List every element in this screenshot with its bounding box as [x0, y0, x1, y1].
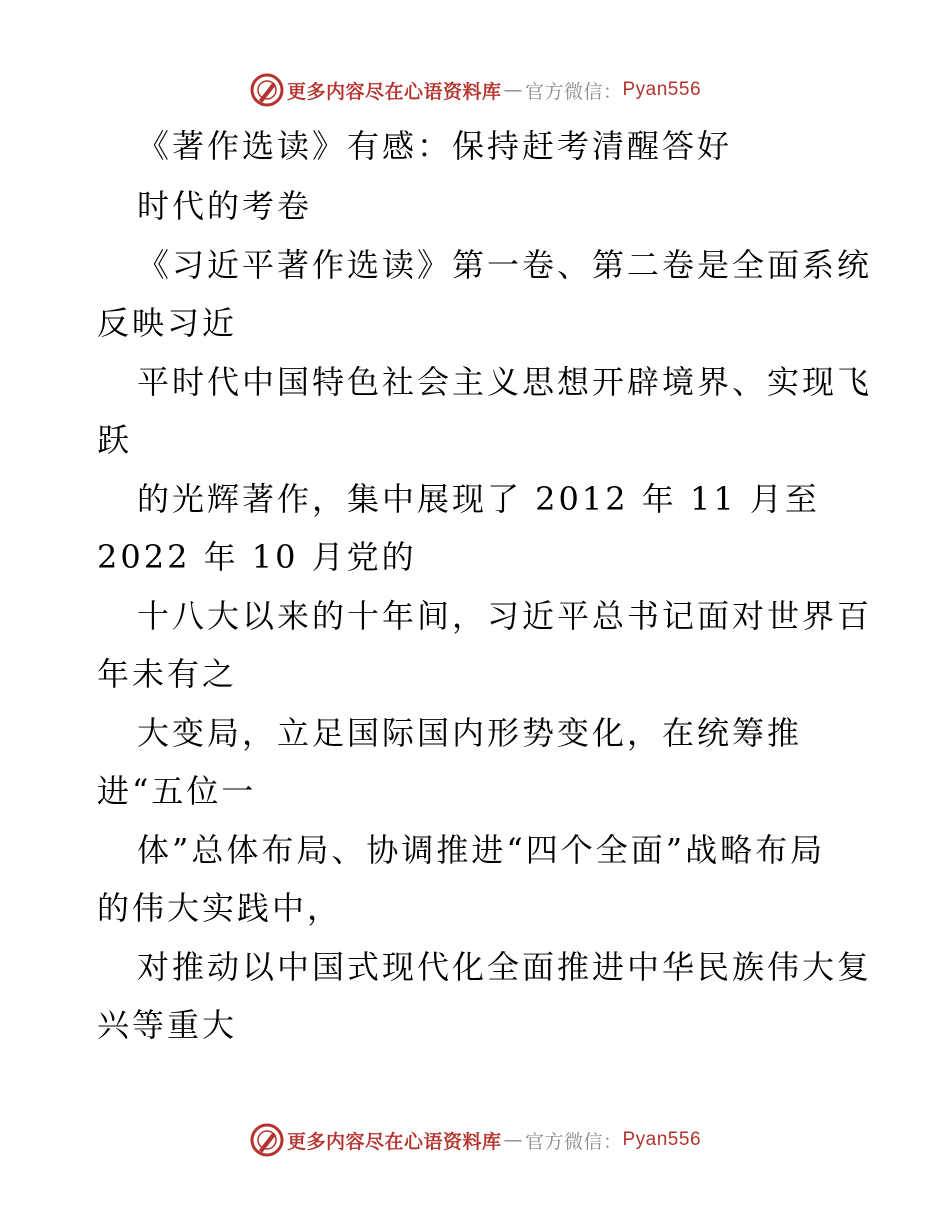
doc-line: 《著作选读》有感：保持赶考清醒答好	[137, 127, 733, 165]
doc-line: 的伟大实践中，	[97, 889, 343, 927]
watermark-id: Pyan556	[622, 79, 702, 100]
watermark-main-text: 更多内容尽在心语资料库	[286, 1130, 502, 1153]
doc-line: 平时代中国特色社会主义思想开辟境界、实现飞	[137, 363, 873, 401]
pen-circle-logo-icon	[249, 72, 285, 108]
watermark-label: 官方微信：	[524, 80, 623, 103]
doc-line: 2022 年 10 月党的	[97, 538, 417, 576]
doc-line: 十八大以来的十年间，习近平总书记面对世界百	[137, 597, 873, 635]
doc-line: 大变局，立足国际国内形势变化，在统筹推	[137, 714, 803, 752]
doc-line: 的光辉著作，集中展现了 2012 年 11 月至	[137, 480, 820, 518]
doc-line: 年未有之	[97, 655, 238, 693]
header-watermark	[0, 72, 950, 108]
doc-line: 《习近平著作选读》第一卷、第二卷是全面系统	[137, 246, 873, 284]
doc-line: 反映习近	[97, 304, 238, 342]
doc-line: 体”总体布局、协调推进“四个全面”战略布局	[137, 831, 826, 869]
watermark-separator: —	[503, 79, 523, 101]
watermark-label: 官方微信：	[524, 1130, 623, 1153]
watermark-separator: —	[503, 1129, 523, 1151]
doc-line: 兴等重大	[97, 1006, 238, 1044]
doc-line: 对推动以中国式现代化全面推进中华民族伟大复	[137, 948, 873, 986]
watermark-main-text: 更多内容尽在心语资料库	[286, 80, 502, 103]
doc-line: 跃	[97, 421, 133, 459]
pen-circle-logo-icon	[249, 1122, 285, 1158]
footer-watermark	[0, 1122, 950, 1158]
doc-line: 进“五位一	[97, 772, 257, 810]
watermark-id: Pyan556	[622, 1129, 702, 1150]
doc-line: 时代的考卷	[137, 187, 313, 225]
